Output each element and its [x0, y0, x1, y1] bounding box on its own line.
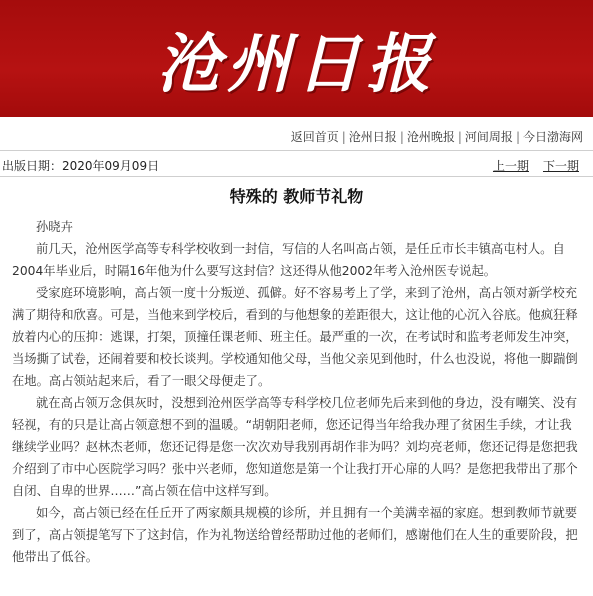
newspaper-logo: 沧州日报 [156, 26, 437, 102]
nav-link-home[interactable]: 返回首页 [290, 130, 339, 144]
article-paragraph: 就在高占领万念俱灰时，没想到沧州医学高等专科学校几位老师先后来到他的身边，没有嘲笑、没有轻视，有的只是让高占领意想不到的温暖。“胡朝阳老师，您还记得当年给我办理了贫困生手续，才让我继续学业吗？赵林杰老师，您还记得是您一次次劝导我别再胡作非为吗？刘均亮老师，您还记得是您把我介绍到了市中心医院学习吗？张中兴老师，您知道您是第一个让我打开心扉的人吗？是您把我带出了那个自闭、自卑的世界……”高占领在信中这样写到。 [12, 396, 578, 498]
article-paragraph: 受家庭环境影响，高占领一度十分叛逆、孤僻。好不容易考上了学，来到了沧州，高占领对新学校充满了期待和欣喜。可是，当他来到学校后，看到的与他想象的差距很大，这让他的心沉入谷底。他疯狂释放着内心的压抑：逃课，打架，顶撞任课老师、班主任。最严重的一次，在考试时和监考老师发生冲突，当场撕了试卷，还闹着要和校长谈判。学校通知他父母，当他父亲见到他时，什么也没说，将他一脚踹倒在地。高占领站起来后，看了一眼父母便走了。 [12, 286, 578, 388]
article-title: 特殊的 教师节礼物 [229, 187, 364, 206]
nav-separator: | [399, 130, 404, 144]
nav-link-cangzhou-evening[interactable]: 沧州晚报 [406, 130, 455, 144]
nav-link-bohai-net[interactable]: 今日渤海网 [522, 130, 583, 144]
next-issue-link[interactable]: 下一期 [542, 159, 579, 173]
nav-separator: | [341, 130, 346, 144]
divider [0, 176, 593, 177]
article-body [12, 216, 580, 568]
top-navigation [291, 128, 583, 145]
article-author: 孙晓卉 [36, 220, 73, 234]
nav-separator: | [515, 130, 520, 144]
article-paragraph: 前几天，沧州医学高等专科学校收到一封信，写信的人名叫高占领，是任丘市长丰镇高屯村人。自2004年毕业后，时隔16年他为什么要写这封信？这还得从他2002年考入沧州医专说起。 [12, 242, 565, 278]
prev-issue-link[interactable]: 上一期 [492, 159, 529, 173]
article-paragraph: 如今，高占领已经在任丘开了两家颇具规模的诊所，并且拥有一个美满幸福的家庭。想到教师节就要到了，高占领提笔写下了这封信，作为礼物送给曾经帮助过他的老师们，感谢他们在人生的重要阶段，把他带出了低谷。 [12, 506, 578, 564]
issue-date: 出版日期：2020年09月09日 [2, 159, 160, 173]
nav-link-cangzhou-daily[interactable]: 沧州日报 [348, 130, 397, 144]
divider [0, 150, 593, 151]
nav-separator: | [457, 130, 462, 144]
masthead-banner [0, 0, 593, 117]
nav-link-hejian-weekly[interactable]: 河间周报 [464, 130, 513, 144]
issue-pager [479, 157, 579, 174]
